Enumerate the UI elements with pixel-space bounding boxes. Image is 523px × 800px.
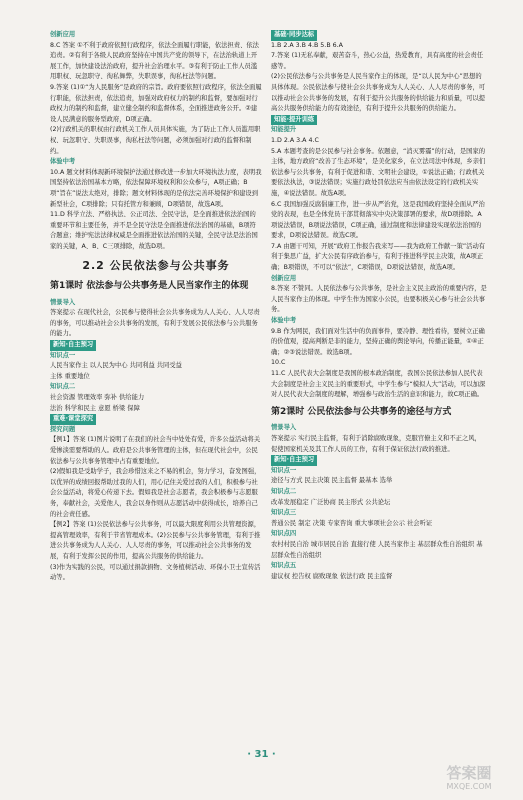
section-band: 知能·提升训练 xyxy=(271,115,317,126)
answer-text: 9.答案 (1)①“为人民服务”是政府的宗旨。政府要依照行政程序，依法全面履行职能，依法担责，依法追责，加强对政府权力的制约和监督，要加强对行政权力的制约和监督，建立健全制约和监督体系，全面推进政务公开。②建设人民满意的服务型政府，D项正确。 xyxy=(50,83,262,123)
answer-text: 【例2】答案 (1)公民依法参与公共事务，可以最大限度利用公共管理资源，提高管理效率，有利于节省管理成本。(2)公民参与公共事务管理，有利于推进公共事务成为人人关心、人人尽责的事务，可以推动社会公共事务的发展，有利于发挥公民的作用，提高公共服务的供给能力。 xyxy=(50,521,261,560)
answer-text: 5.A 本题考查的是公民参与社会事务。依题意，“消灭雾霾”的行动，是国家的主体，地方政府“改善了生态环境”，是美化家乡，在立法司法中体现，乡亲们依法参与公共事务，有利于促进和谐、文明社会建设，①说法正确；行政机关要依法执法，③说法错误；实施行政处罚依法应当由依法设定的行政机关实施，④说法错误。故选A项。 xyxy=(271,147,486,197)
section-band: 基础·同步达标 xyxy=(271,30,317,41)
answer-text: 答案提示 在现代社会，公民参与使得社会公共事务成为人人关心、人人尽责的事务，可以推动社会公共事务的发展，有利于发展公民依法参与公共服务的能力。 xyxy=(50,309,260,338)
watermark-url: MXQE.COM xyxy=(446,782,492,791)
answer-text: 11.C 人民代表大会制度是我国的根本政治制度，我国公民依法参加人民代表大会制度是社会主义民主的重要形式，中学生参与“模拟人大”活动，可以加深对人民代表大会制度的理解，增强参与政治生活的意识和能力，故C项正确。 xyxy=(271,370,486,399)
answer-text: (2)公民依法参与公共事务是人民当家作主的体现，是“以人民为中心”思想的具体体现。公民依法参与使社会公共事务成为人人关心、人人尽责的事务，可以推动社会公共事务的发展，有利于提升公共服务的供给能力和质量，可以提高公共服务供给能力的有效途径，有利于提升公共服务的供给能力。 xyxy=(271,73,486,113)
answer-text: 【例1】答案 (1)图片说明了在我们的社会当中处处有爱，许多公益活动将关爱惨淡需要帮助的人。政府是公共事务管理的主体，但在现代社会中，公民依法参与公共事务管理中占有重要地位。 xyxy=(50,436,261,465)
watermark-logo-text: 答案圈 xyxy=(446,764,492,782)
answer-text: (2)假如我是受助学子，我会珍惜这来之不易的机会，努力学习，奋发图强，以优异的成绩回报帮助过我的人们，用心记住关爱过我的人们，积极参与社会公益活动，将爱心传递下去。假如我是社会志愿者，我会积极参与志愿服务，奉献社会，关爱他人，我会以身作则从志愿活动中获得成长，培养自己的社会责任感。 xyxy=(50,468,261,518)
section-band: 重难·课堂探究 xyxy=(50,414,96,425)
band-wrapper xyxy=(271,115,487,126)
answer-text: 法治 科学和民主 意愿 桥梁 保障 xyxy=(50,404,140,412)
subheading: 知识点二 xyxy=(271,487,297,495)
answer-text: (2)行政机关的职权由行政机关工作人员具体实施，为了防止工作人员滥用职权、玩忽职守、失职误事，徇私枉法等问题，必须加强对行政的监督和制约。 xyxy=(50,126,261,155)
lesson-title: 第1课时 依法参与公共事务是人民当家作主的体现 xyxy=(50,281,249,292)
subheading: 创新应用 xyxy=(50,31,76,38)
right-column xyxy=(271,30,487,582)
subheading: 知识点一 xyxy=(50,351,76,359)
subheading: 体验中考 xyxy=(271,317,297,325)
subheading: 知识点四 xyxy=(271,530,297,538)
answer-text: 6.C 我国加强反腐倡廉工作，进一步从严治党，这是我国政府坚持全面从严治党的表现，也是全体党员干部贯彻落实中央决策部署的要求，故D项排除。A项说法错误，B项说法错误，C项正确，通过制度和法律建设实现依法治国的要求，D项说法错误。故选C项。 xyxy=(271,200,485,240)
answer-text: 1.B 2.A 3.B 4.B 5.B 6.A xyxy=(271,41,343,49)
answer-text: 普通公民 制定 决策 专家咨询 重大事项社会公示 社会听证 xyxy=(271,519,433,527)
watermark xyxy=(425,764,513,794)
answer-text: 10.C xyxy=(271,359,286,367)
answer-text: 7.A 由题干可知，开展“政府工作报告我来写——我为政府工作献一策”活动有利于集思广益，扩大公民有序政治参与，有利于推进科学民主决策，故A项正确；B项错误，不可以“依法”，C项错误，D项说法错误，故选A项。 xyxy=(271,242,486,272)
section-band: 新知·自主预习 xyxy=(271,455,317,466)
page-number: · 31 · xyxy=(247,749,276,760)
answer-text: 主体 重要地位 xyxy=(50,372,90,380)
subheading: 创新应用 xyxy=(271,274,297,282)
subheading: 体验中考 xyxy=(50,158,76,166)
subheading: 知识点一 xyxy=(271,466,297,474)
subheading: 知能提升 xyxy=(271,126,297,134)
subheading: 探究问题 xyxy=(50,425,76,433)
answer-text: 8.答案 不赞同。人民依法参与公共事务，是社会主义民主政治的重要内容，是人民当家作主的体现。中学生作为国家小公民，也要积极关心参与社会公共事务。 xyxy=(271,285,487,314)
subheading: 情景导入 xyxy=(50,298,76,306)
answer-text: (3)作为实践的公民，可以通过捐款捐物、文务植树活动、环保小卫士宣传活动等。 xyxy=(50,563,261,582)
answer-text: 改革发展稳定 广泛协商 民主形式 公共论坛 xyxy=(271,498,391,506)
answer-text: 10.A 题文材料体现新环境保护法通过修改进一步加大环境执法力度，表明我国坚持依法治国基本方略，依法保障环境权利和公众参与，A项正确；B项“旨在”说法太绝对，排除；题文材料体现的是依法完善环境保护和建设到新型社会，C项排除；只有托管方和兼顾，D项错误，故选A项。 xyxy=(50,168,262,208)
subheading: 知识点五 xyxy=(271,562,297,570)
answer-text: 人民当家作主 以人民为中心 共同利益 共同受益 xyxy=(50,362,182,370)
band-wrapper xyxy=(50,414,262,425)
answer-text: 7.答案 (1)无私奉献，艰苦奋斗，热心公益，热爱教育，具有高度的社会责任感等。 xyxy=(271,52,484,70)
lesson-title: 第2课时 公民依法参与公共事务的途径与方式 xyxy=(271,406,452,417)
answer-text: 农村村民自治 城市居民自治 直接行使 人民当家作主 基层群众性自治组织 基层群众性自治组织 xyxy=(271,540,483,559)
answer-text: 建议权 控告权 腐败现象 依法行政 民主监督 xyxy=(271,572,393,580)
answer-text: 社会资源 管理效率 弥补 供给能力 xyxy=(50,394,145,401)
left-column xyxy=(50,30,262,584)
subheading: 知识点二 xyxy=(50,383,76,391)
answer-text: 答案提示 实行民主监督，有利于消除腐败现象，克服官僚主义和不正之风，促使国家机关及其工作人员的工作，有利于保证依法行政的推进。 xyxy=(271,434,481,453)
answer-text: 1.D 2.A 3.A 4.C xyxy=(271,136,319,144)
subheading: 情景导入 xyxy=(271,424,297,432)
answer-text: 途径与方式 民主决策 民主监督 最基本 选举 xyxy=(271,477,393,485)
band-wrapper xyxy=(50,340,262,351)
subheading: 知识点三 xyxy=(271,509,297,517)
section-band: 新知·自主预习 xyxy=(50,340,96,351)
section-title: 2.2 公民依法参与公共事务 xyxy=(82,259,230,273)
answer-text: 9.B 作为网民，我们面对生活中的负面事件，要冷静、理性看待，要树立正确的价值观，提高判断是非的能力，坚持正确的舆论导向，传播正能量，①④正确；②③说法错误。故选B项。 xyxy=(271,327,485,356)
answer-text: 11.D 科学立法、严格执法、公正司法、全民守法，是全面推进依法治国的重要环节和主要任务，并不是全民守法是全面推进依法治国的基础，B项符合题意；维护宪法法律权威是全面推进依法治国的关键，全民守法是法治国家的关键，A、B、C三项排除，故选D项。 xyxy=(50,211,258,250)
band-wrapper xyxy=(271,455,487,466)
band-wrapper xyxy=(271,30,487,41)
answer-text: 8.C 答案 ①不利于政府依照行政程序，依法全面履行职能，依法担责、依法追责。②有利于各级人民政府坚持在中国共产党的领导下，在法治轨道上开展工作，加快建设法治政府，提升社会治理水平。③有利于防止工作人员滥用职权、玩忽职守、徇私舞弊，失职误事，徇私枉法等问题。 xyxy=(50,41,259,81)
